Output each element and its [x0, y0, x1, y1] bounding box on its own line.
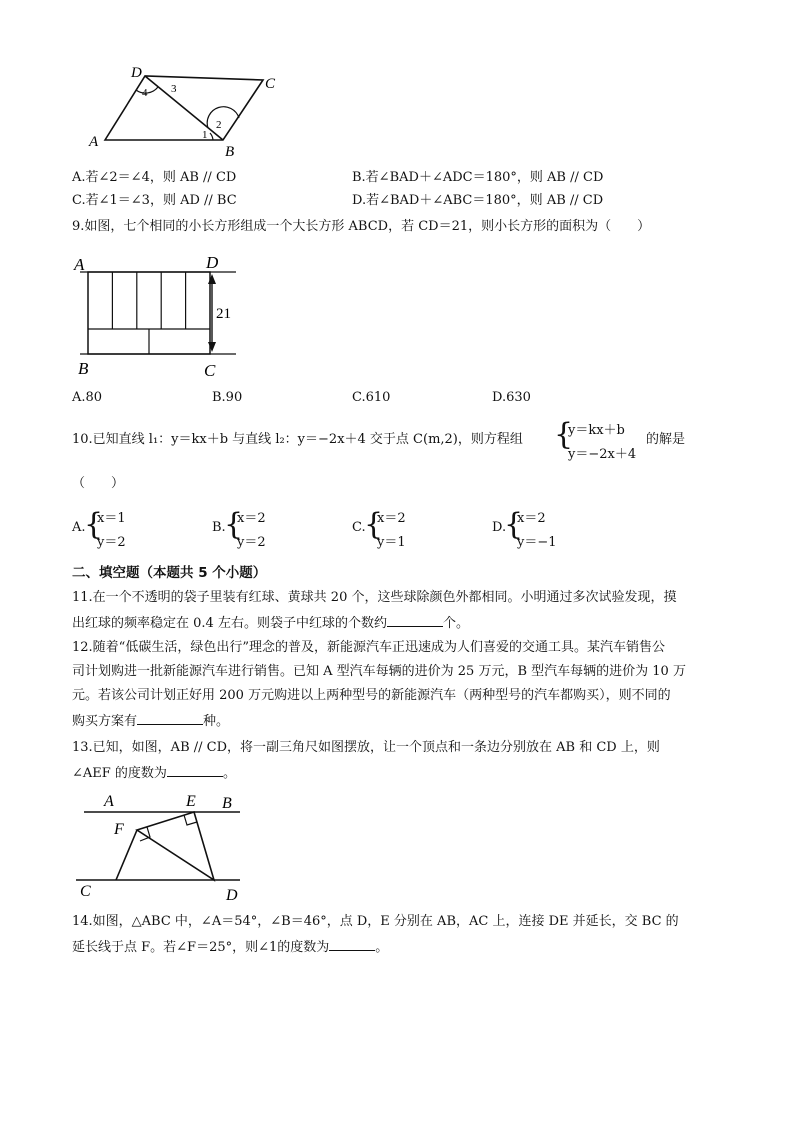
- q10-option-c-label: C.: [352, 520, 366, 535]
- q10-option-b-label: B.: [212, 520, 226, 535]
- q14-line1: 14.如图，△ABC 中，∠A＝54°，∠B＝46°，点 D，E 分别在 AB，AC 上，连接 DE 并延长，交 BC 的: [72, 914, 679, 929]
- q11-line1: 11.在一个不透明的袋子里装有红球、黄球共 20 个，这些球除颜色外都相同。小明通过多次试验发现，摸: [72, 590, 677, 605]
- q8-option-d: D.若∠BAD＋∠ABC＝180°，则 AB // CD: [352, 193, 604, 208]
- q12-line4-tail: 种。: [203, 714, 230, 729]
- arrow-down: [208, 342, 216, 352]
- q8-option-a: A.若∠2＝∠4，则 AB // CD: [72, 170, 237, 185]
- figure-q13-set-squares: [74, 788, 254, 906]
- fig8-label-A: A: [89, 134, 99, 150]
- q10-question: 10.已知直线 l₁：y＝kx＋b 与直线 l₂：y＝−2x＋4 交于点 C(m,2)，则方程组: [72, 432, 523, 447]
- q8-option-b: B.若∠BAD＋∠ADC＝180°，则 AB // CD: [352, 170, 604, 185]
- q11-line2: [72, 612, 469, 634]
- q10-option-c-bottom: y＝1: [377, 535, 406, 550]
- fig13-label-E: E: [186, 793, 196, 810]
- fig13-label-C: C: [80, 883, 91, 900]
- q10-option-c-top: x＝2: [377, 511, 406, 526]
- fig8-label-C: C: [265, 76, 276, 92]
- q10-option-d-bottom: y＝−1: [517, 535, 557, 550]
- section-heading-fill-in: 二、填空题（本题共 5 个小题）: [72, 565, 267, 581]
- q12-line3: 元。若该公司计划正好用 200 万元购进以上两种型号的新能源汽车（两种型号的汽车都购买），则不同的: [72, 688, 671, 703]
- fig8-label-2: 2: [216, 119, 222, 131]
- q14-line2-text: 延长线于点 F。若∠F＝25°，则∠1的度数为: [72, 940, 330, 955]
- q10-option-a-label: A.: [72, 520, 86, 535]
- fig8-label-B: B: [225, 144, 235, 160]
- q13-line1: 13.已知，如图，AB // CD，将一副三角尺如图摆放，让一个顶点和一条边分别放在 AB 和 CD 上，则: [72, 740, 660, 755]
- figure-q9-rectangles: [70, 248, 250, 384]
- angle-arc-1: [210, 133, 213, 140]
- q8-option-c: C.若∠1＝∠3，则 AD // BC: [72, 193, 237, 208]
- q12-line1: 12.随着“低碳生活，绿色出行”理念的普及，新能源汽车正迅速成为人们喜爱的交通工具。某汽车销售公: [72, 640, 665, 655]
- fig8-label-D: D: [131, 65, 142, 81]
- triangle-efd: [137, 812, 214, 880]
- diagonal-db: [145, 76, 223, 140]
- q10-answer-paren: （ ）: [72, 476, 125, 491]
- fig9-label-A: A: [74, 255, 85, 274]
- q10-option-a-bottom: y＝2: [97, 535, 126, 550]
- q9-question: 9.如图，七个相同的小长方形组成一个大长方形 ABCD，若 CD＝21，则小长方形的面积为（ ）: [72, 219, 651, 234]
- q10-option-a-brace: {: [84, 507, 104, 542]
- q11-line2-tail: 个。: [442, 616, 469, 631]
- q9-option-c: C.610: [352, 390, 391, 405]
- q11-answer-blank[interactable]: [387, 612, 443, 627]
- fig13-label-F: F: [114, 821, 124, 838]
- q10-option-b-top: x＝2: [237, 511, 266, 526]
- q10-option-b-brace: {: [224, 507, 244, 542]
- q12-line4-text: 购买方案有: [72, 714, 138, 729]
- q9-option-a: A.80: [72, 390, 103, 405]
- arrow-up: [208, 274, 216, 284]
- q10-option-d-label: D.: [492, 520, 507, 535]
- q13-line2-text: ∠AEF 的度数为: [72, 766, 167, 781]
- fig8-label-3: 3: [171, 83, 177, 95]
- q14-line2-tail: 。: [375, 940, 389, 955]
- q10-option-a-top: x＝1: [97, 511, 126, 526]
- q12-line4: [72, 710, 229, 732]
- angle-arc-2: [207, 107, 239, 128]
- q14-line2: [72, 936, 388, 958]
- q13-answer-blank[interactable]: [167, 762, 223, 777]
- q9-option-d: D.630: [492, 390, 531, 405]
- fig8-label-1: 1: [202, 129, 208, 141]
- q12-answer-blank[interactable]: [137, 710, 203, 725]
- fig8-label-4: 4: [142, 87, 148, 99]
- fig9-length-label: 21: [216, 306, 231, 322]
- q10-system-brace: {: [554, 417, 574, 452]
- q11-line2-text: 出红球的频率稳定在 0.4 左右。则袋子中红球的个数约: [72, 616, 387, 631]
- q13-line2-tail: 。: [222, 766, 236, 781]
- q14-answer-blank[interactable]: [329, 936, 375, 951]
- q9-option-b: B.90: [212, 390, 243, 405]
- q13-line2: [72, 762, 236, 784]
- q10-option-d-brace: {: [504, 507, 524, 542]
- q10-option-c-brace: {: [364, 507, 384, 542]
- q10-option-b-bottom: y＝2: [237, 535, 266, 550]
- q10-option-d-top: x＝2: [517, 511, 546, 526]
- q10-question-tail: 的解是: [646, 432, 686, 447]
- fig9-label-D: D: [206, 253, 219, 272]
- q10-system-bottom: y＝−2x＋4: [568, 447, 637, 462]
- fig13-label-B: B: [222, 795, 232, 812]
- fig9-label-B: B: [78, 359, 89, 378]
- fig9-label-C: C: [204, 361, 216, 380]
- fig13-label-D: D: [226, 887, 238, 904]
- fig13-label-A: A: [104, 793, 114, 810]
- q12-line2: 司计划购进一批新能源汽车进行销售。已知 A 型汽车每辆的进价为 25 万元，B 型汽车每辆的进价为 10 万: [72, 664, 686, 679]
- q10-system-top: y＝kx＋b: [568, 423, 625, 438]
- figure-q8-parallelogram: [85, 62, 285, 162]
